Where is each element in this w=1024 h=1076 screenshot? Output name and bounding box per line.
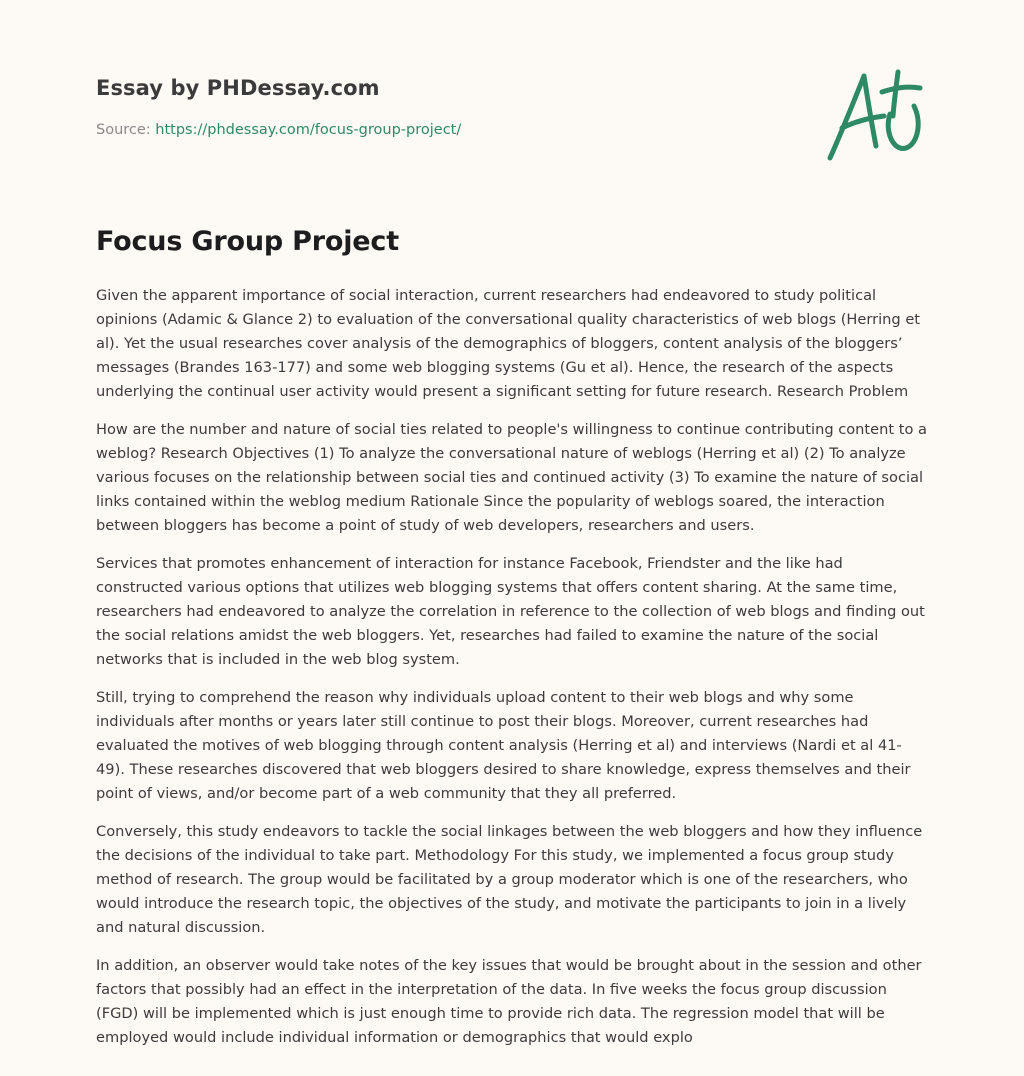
essay-paragraph: How are the number and nature of social ties related to people's willingness to continue contributing content to a weblog? Research Objectives (1) To analyze the conversational nature of weblogs (Herring et al) (2) To analyze various focuses on the relationship between social ties and continued activity (3) To examine the nature of social links contained within the weblog medium Rationale Since the popularity of weblogs soared, the interaction between bloggers has become a point of study of web developers, researchers and users. <box>96 421 927 534</box>
essay-paragraph: In addition, an observer would take notes of the key issues that would be brought about in the session and other factors that possibly had an effect in the interpretation of the data. In five weeks the focus group discussion (FGD) will be implemented which is just enough time to provide rich data. The regression model that will be employed would include individual information or demographics that would explo <box>96 957 922 1046</box>
essay-paragraph: Conversely, this study endeavors to tackle the social linkages between the web bloggers and how they influence the decisions of the individual to take part. Methodology For this study, we implemented a focus group study method of research. The group would be facilitated by a group moderator which is one of the researchers, who would introduce the research topic, the objectives of the study, and motivate the participants to join in a lively and natural discussion. <box>96 823 923 936</box>
source-line <box>96 122 936 138</box>
source-link[interactable]: https://phdessay.com/focus-group-project/ <box>155 122 462 138</box>
essay-paragraph: Services that promotes enhancement of interaction for instance Facebook, Friendster and the like had constructed various options that utilizes web blogging systems that offers content sharing. At the same time, researchers had endeavored to analyze the correlation in reference to the collection of web blogs and finding out the social relations amidst the web bloggers. Yet, researches had failed to examine the nature of the social networks that is included in the web blog system. <box>96 555 925 668</box>
a-plus-logo-icon <box>822 66 932 166</box>
page-header <box>96 76 936 138</box>
site-title: Essay by PHDessay.com <box>96 76 380 100</box>
source-label: Source: <box>96 122 151 138</box>
essay-body <box>96 284 928 1064</box>
essay-title: Focus Group Project <box>96 226 399 257</box>
essay-paragraph: Still, trying to comprehend the reason why individuals upload content to their web blogs and why some individuals after months or years later still continue to post their blogs. Moreover, current researches had evaluated the motives of web blogging through content analysis (Herring et al) and interviews (Nardi et al 41-49). These researches discovered that web bloggers desired to share knowledge, express themselves and their point of views, and/or become part of a web community that they all preferred. <box>96 689 911 802</box>
essay-paragraph: Given the apparent importance of social interaction, current researchers had endeavored to study political opinions (Adamic & Glance 2) to evaluation of the conversational quality characteristics of web blogs (Herring et al). Yet the usual researches cover analysis of the demographics of bloggers, content analysis of the bloggers’ messages (Brandes 163-177) and some web blogging systems (Gu et al). Hence, the research of the aspects underlying the continual user activity would present a significant setting for future research. Research Problem <box>96 287 921 400</box>
